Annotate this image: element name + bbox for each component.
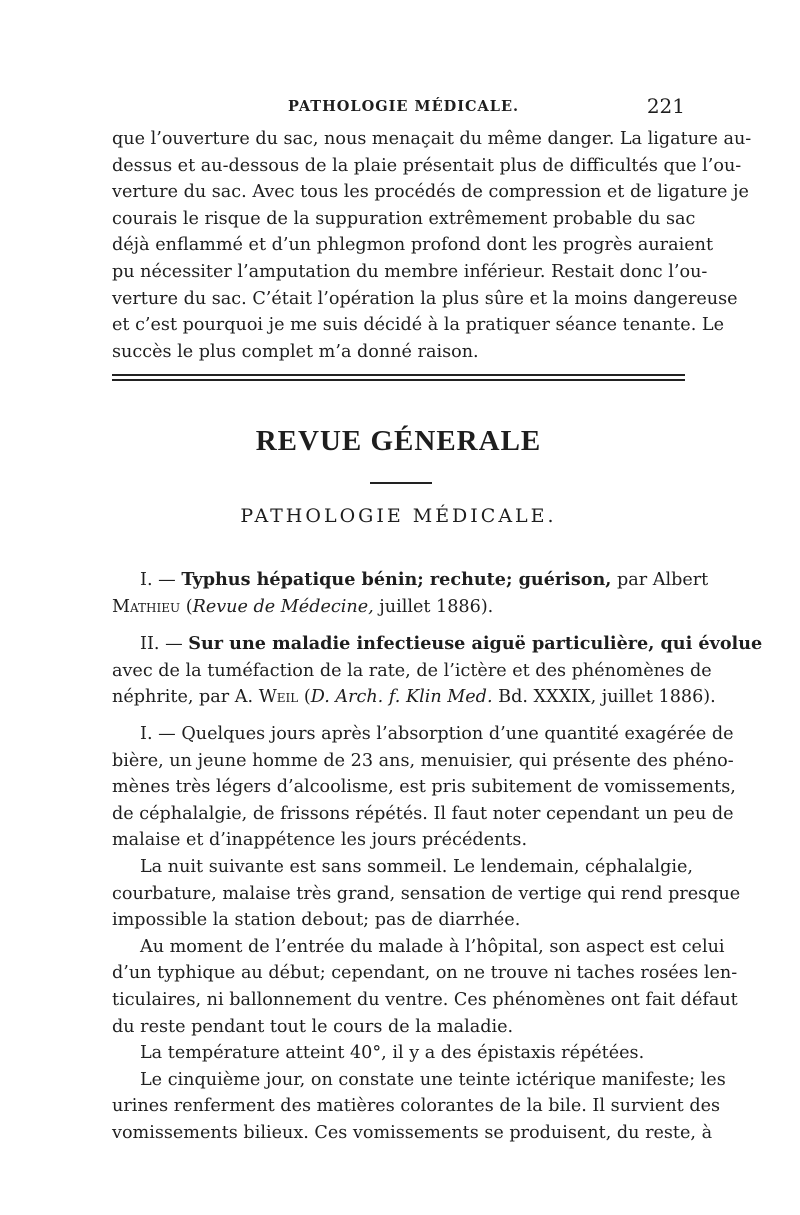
text-line: ticulaires, ni ballonnement du ventre. Ces phénomènes ont fait défaut — [112, 989, 738, 1010]
article-by: néphrite, par A. — [112, 687, 254, 708]
section-title: REVUE GÉNERALE — [255, 425, 542, 457]
text-line: pu nécessiter l’amputation du membre inférieur. Restait donc l’ou- — [112, 261, 708, 282]
text-line: La température atteint 40°, il y a des épistaxis répétées. — [140, 1043, 645, 1064]
section-subtitle: PATHOLOGIE MÉDICALE. — [240, 505, 557, 527]
text-line: vomissements bilieux. Ces vomissements se produisent, du reste, à — [112, 1122, 713, 1143]
text-line: de céphalalgie, de frissons répétés. Il faut noter cependant un peu de — [112, 803, 734, 824]
text-line: verture du sac. C’était l’opération la plus sûre et la moins dangereuse — [112, 288, 738, 309]
text-line: bière, un jeune homme de 23 ans, menuisier, qui présente des phéno- — [112, 750, 734, 771]
text-line: malaise et d’inappétence les jours précédents. — [112, 830, 528, 851]
text-line: succès le plus complet m’a donné raison. — [112, 341, 479, 362]
article-1-line-1 — [112, 567, 709, 594]
article-numeral: II. — — [140, 634, 183, 654]
article-2-heading — [112, 631, 763, 711]
text-line: Au moment de l’entrée du malade à l’hôpital, son aspect est celui — [140, 936, 725, 957]
text-line: verture du sac. Avec tous les procédés de compression et de ligature je — [112, 182, 749, 203]
running-title: PATHOLOGIE MÉDICALE. — [288, 98, 520, 115]
article-title: Sur une maladie infectieuse aiguë particulière, qui évolue — [188, 633, 763, 654]
intro-paragraph — [112, 126, 752, 365]
article-author: Weil — [258, 687, 299, 708]
body-text — [112, 721, 741, 1147]
text-line: impossible la station debout; pas de diarrhée. — [112, 910, 521, 931]
text-line: mènes très légers d’alcoolisme, est pris subitement de vomissements, — [112, 777, 736, 798]
text-line: et c’est pourquoi je me suis décidé à la pratiquer séance tenante. Le — [112, 315, 724, 336]
page-header — [112, 94, 685, 122]
article-journal: D. Arch. f. Klin Med. — [310, 687, 493, 708]
text-line: déjà enflammé et d’un phlegmon profond dont les progrès auraient — [112, 235, 714, 256]
text-line: Le cinquième jour, on constate une teinte ictérique manifeste; les — [140, 1069, 726, 1090]
article-journal: Revue de Médecine, — [192, 596, 374, 617]
article-2-line-1 — [112, 631, 763, 658]
text-line: urines renferment des matières colorantes de la bile. Il survient des — [112, 1096, 721, 1117]
page-number: 221 — [646, 94, 685, 118]
text-line: I. — Quelques jours après l’absorption d’une quantité exagérée de — [140, 724, 734, 744]
text-line: d’un typhique au début; cependant, on ne trouve ni taches rosées len- — [112, 963, 738, 984]
article-1-line-2: Mathieu (Revue de Médecine, juillet 1886). — [112, 596, 494, 617]
article-date: juillet 1886). — [379, 596, 494, 617]
article-2-line-2: avec de la tuméfaction de la rate, de l’ictère et des phénomènes de — [112, 660, 712, 681]
title-rule — [370, 482, 432, 484]
section-divider — [112, 374, 685, 383]
article-title: Typhus hépatique bénin; rechute; guérison, — [181, 569, 612, 590]
text-line: dessus et au-dessous de la plaie présentait plus de difficultés que l’ou- — [112, 155, 742, 176]
text-line: La nuit suivante est sans sommeil. Le lendemain, céphalalgie, — [140, 856, 693, 877]
article-numeral: I. — — [140, 570, 176, 590]
article-author: Mathieu — [112, 596, 181, 617]
text-line: du reste pendant tout le cours de la maladie. — [112, 1016, 514, 1037]
article-ref: Bd. XXXIX, juillet 1886). — [498, 687, 716, 708]
text-line: courbature, malaise très grand, sensation de vertige qui rend presque — [112, 883, 741, 904]
text-line: courais le risque de la suppuration extrêmement probable du sac — [112, 208, 696, 229]
text-line: que l’ouverture du sac, nous menaçait du même danger. La ligature au- — [112, 129, 752, 149]
article-by: par Albert — [617, 570, 709, 590]
article-1-heading — [112, 567, 709, 620]
article-2-line-3: néphrite, par A. Weil (D. Arch. f. Klin Med. Bd. XXXIX, juillet 1886). — [112, 687, 716, 708]
